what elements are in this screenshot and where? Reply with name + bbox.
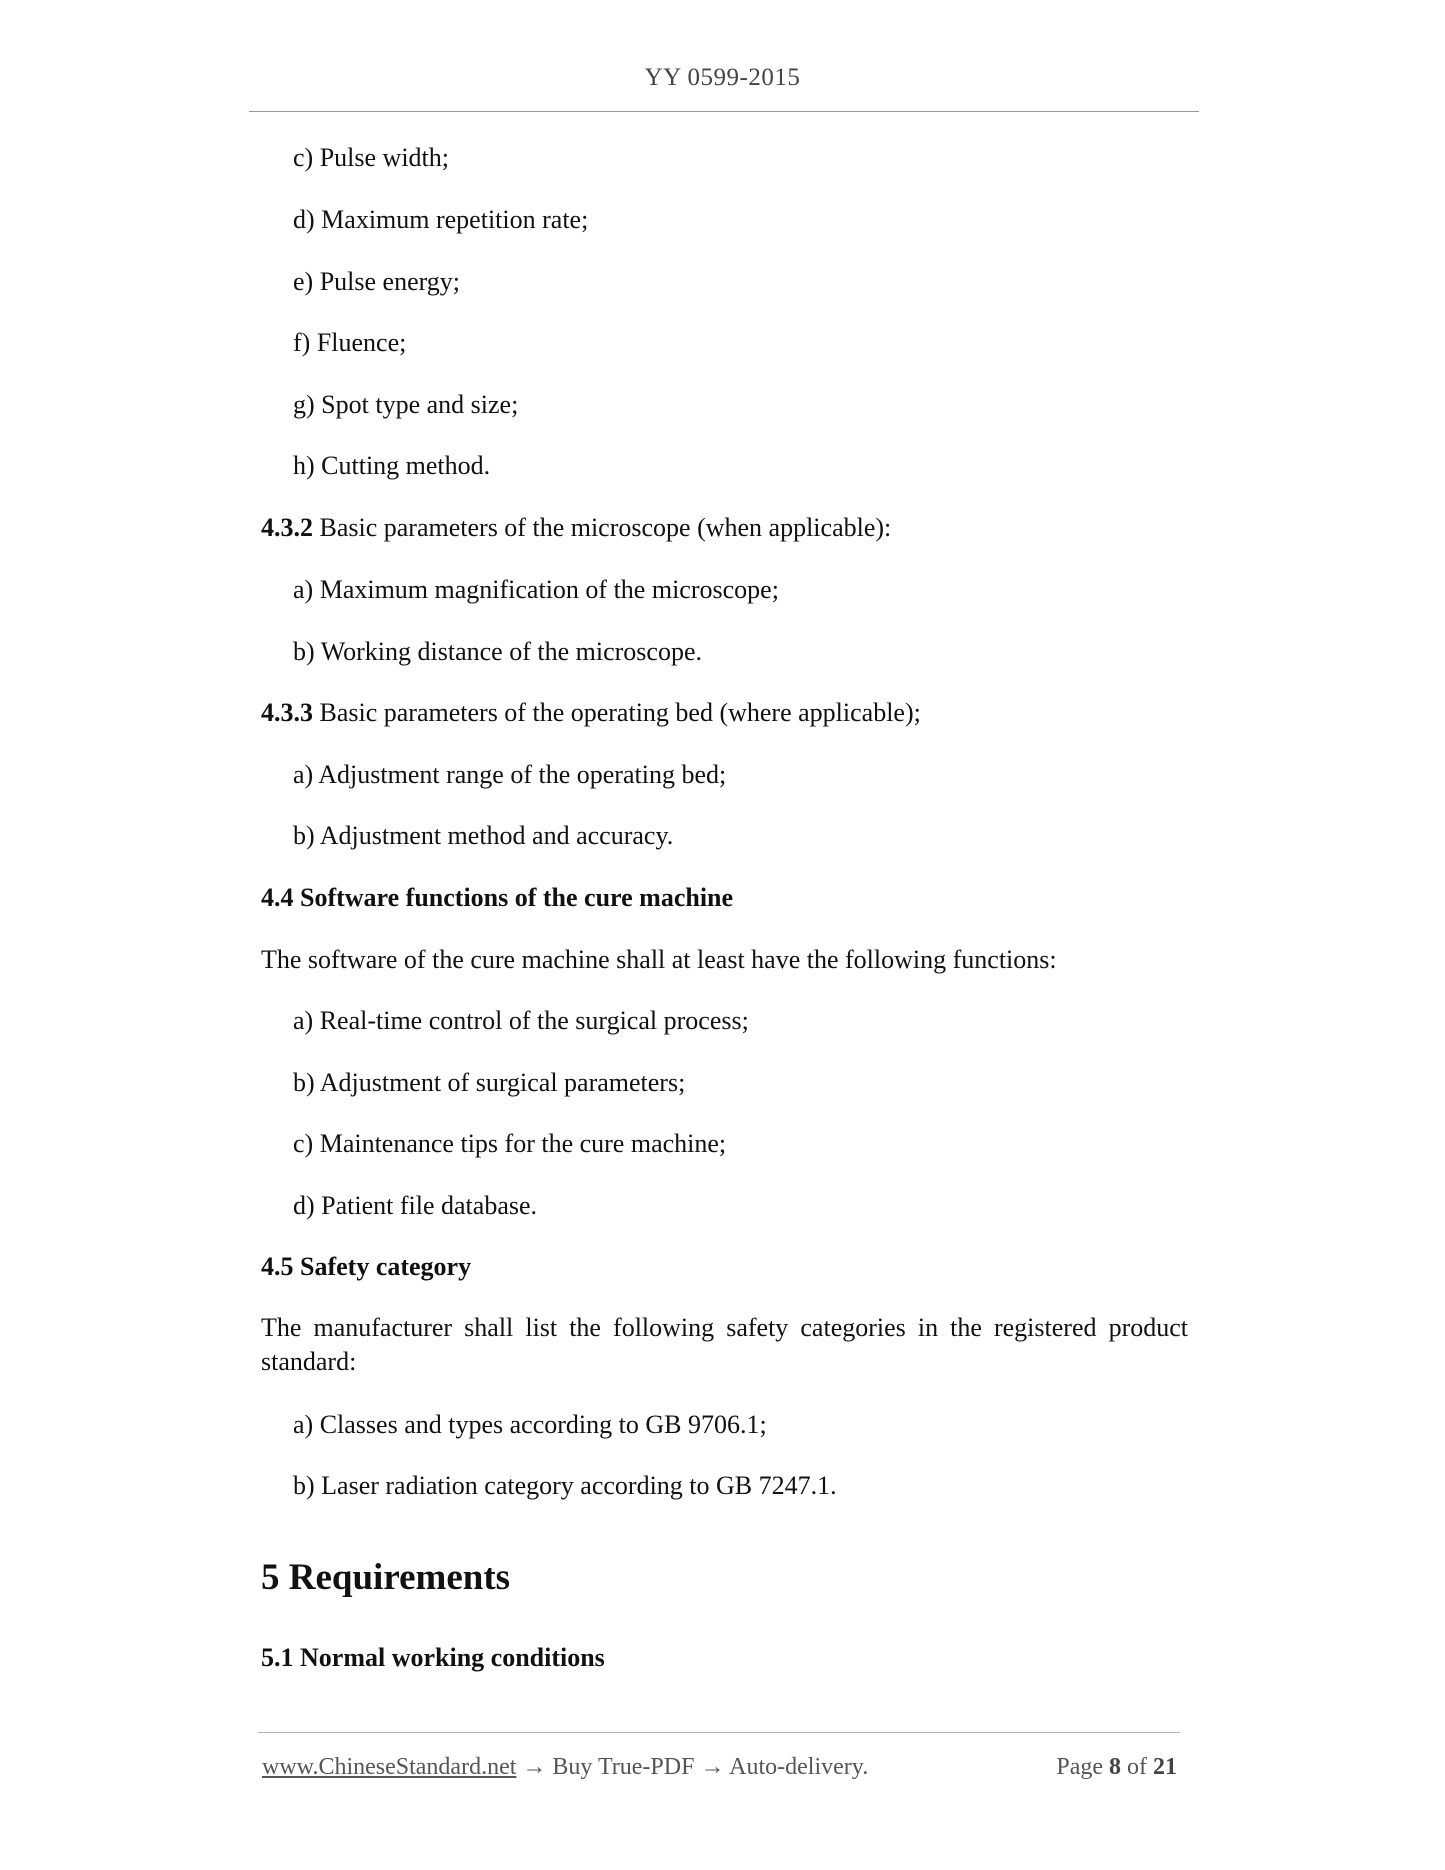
list-item: b) Adjustment method and accuracy.	[293, 821, 674, 850]
document-code-header: YY 0599-2015	[644, 64, 801, 91]
clause-number: 4.3.3	[261, 698, 313, 727]
footer-promo	[262, 1752, 868, 1782]
arrow-icon: →	[694, 1754, 730, 1780]
buy-text: Buy True-PDF	[552, 1754, 695, 1780]
page-indicator	[1056, 1752, 1177, 1782]
list-item: a) Real-time control of the surgical process;	[293, 1006, 749, 1035]
section-heading-4-4: 4.4 Software functions of the cure machine	[261, 883, 734, 912]
section-heading-4-5: 4.5 Safety category	[261, 1252, 472, 1281]
section-heading-5-1: 5.1 Normal working conditions	[261, 1643, 605, 1672]
list-item: c) Pulse width;	[293, 143, 449, 172]
list-item: d) Maximum repetition rate;	[293, 205, 589, 234]
clause-text: Basic parameters of the microscope (when applicable):	[313, 513, 892, 542]
list-item: g) Spot type and size;	[293, 390, 519, 419]
clause-4-3-2	[261, 513, 891, 543]
of-label: of	[1127, 1754, 1147, 1780]
website-link[interactable]: www.ChineseStandard.net	[262, 1754, 517, 1780]
section-intro: The manufacturer shall list the following safety categories in the registered product standard:	[261, 1313, 1188, 1376]
chapter-heading-5: 5 Requirements	[261, 1557, 511, 1598]
list-item: d) Patient file database.	[293, 1191, 538, 1220]
current-page: 8	[1109, 1754, 1121, 1780]
list-item: b) Working distance of the microscope.	[293, 637, 702, 666]
section-intro: The software of the cure machine shall at least have the following functions:	[261, 945, 1057, 974]
arrow-icon: →	[516, 1754, 553, 1780]
header-divider	[249, 111, 1199, 112]
clause-4-3-3	[261, 698, 921, 728]
list-item: e) Pulse energy;	[293, 267, 461, 296]
footer-divider	[258, 1732, 1180, 1733]
list-item: h) Cutting method.	[293, 451, 491, 480]
clause-number: 4.3.2	[261, 513, 313, 542]
list-item: a) Maximum magnification of the microscope;	[293, 575, 779, 604]
delivery-text: Auto-delivery.	[729, 1754, 869, 1780]
list-item: b) Laser radiation category according to GB 7247.1.	[293, 1471, 837, 1500]
list-item: b) Adjustment of surgical parameters;	[293, 1068, 686, 1097]
list-item: f) Fluence;	[293, 328, 407, 357]
list-item: c) Maintenance tips for the cure machine;	[293, 1129, 727, 1158]
clause-text: Basic parameters of the operating bed (where applicable);	[313, 698, 921, 727]
page-label: Page	[1056, 1754, 1103, 1780]
list-item: a) Classes and types according to GB 9706.1;	[293, 1410, 767, 1439]
total-pages: 21	[1153, 1754, 1177, 1780]
list-item: a) Adjustment range of the operating bed;	[293, 760, 727, 789]
